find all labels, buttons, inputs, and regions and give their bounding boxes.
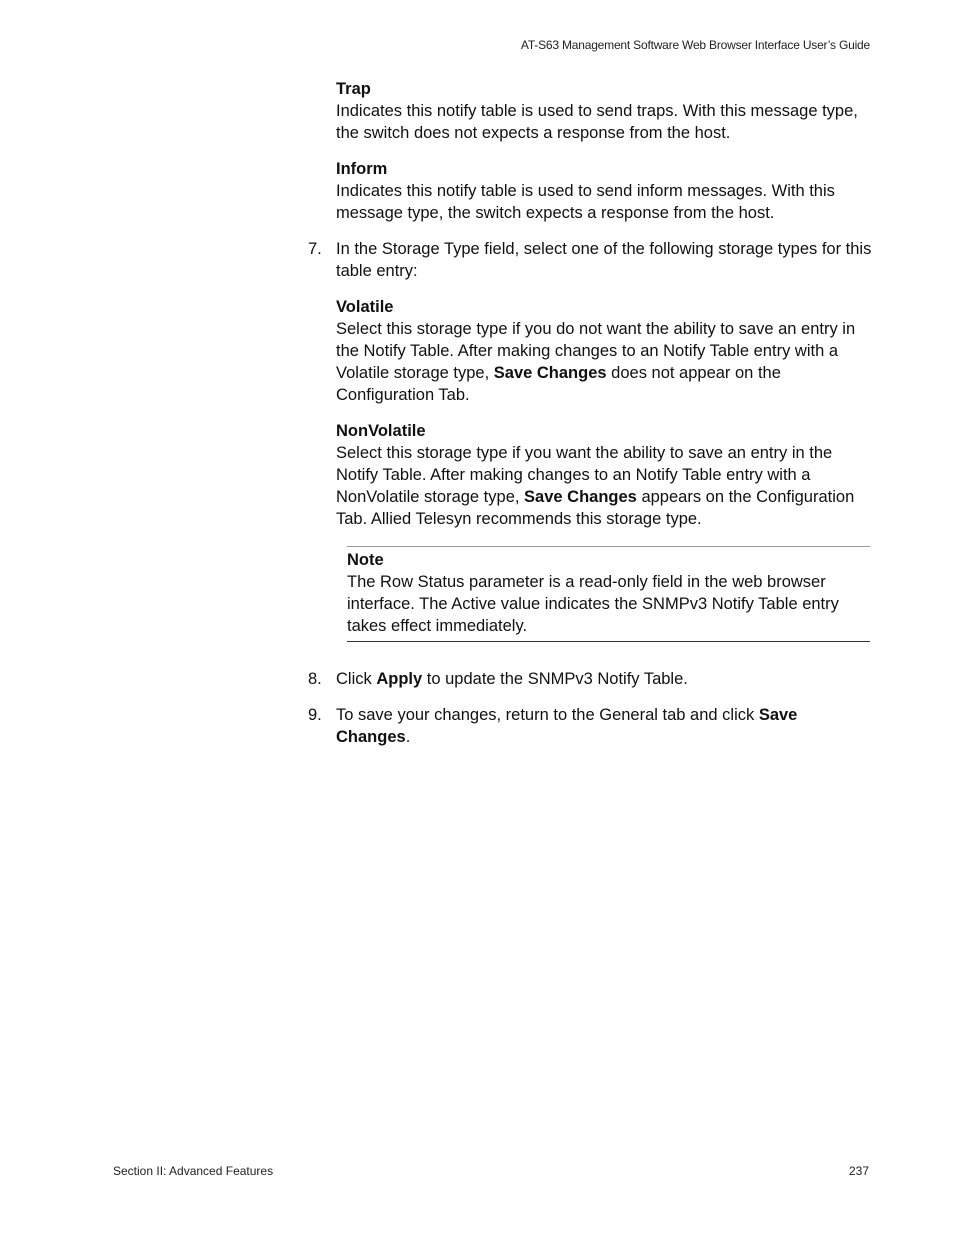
step-number: 7. (308, 240, 322, 258)
step-text (336, 704, 876, 748)
desc-bold: Save Changes (524, 488, 637, 506)
desc-bold: Save Changes (493, 364, 607, 382)
desc-nonvolatile (336, 442, 876, 530)
term-trap: Trap (336, 80, 371, 98)
page-number: 237 (848, 1164, 869, 1178)
step-number: 9. (308, 706, 322, 724)
step-text (336, 668, 876, 690)
footer-section: Section II: Advanced Features (113, 1164, 274, 1178)
step-text-part: To save your changes, return to the General tab and click (336, 706, 759, 724)
desc-text: does not appear on the Configuration Tab. (336, 364, 781, 404)
term-inform: Inform (336, 160, 388, 178)
step-8 (308, 668, 876, 690)
desc-trap: Indicates this notify table is used to send traps. With this message type, the switch does not expects a response from the host. (336, 102, 858, 142)
step-text-part: . (405, 728, 411, 746)
desc-inform: Indicates this notify table is used to send inform messages. With this message type, the switch expects a response from the host. (336, 182, 835, 222)
note-box (347, 546, 870, 642)
step-9 (308, 704, 876, 748)
desc-text: Select this storage type if you want the ability to save an entry in the Notify Table. After making changes to an Notify Table entry with a NonVolatile storage type, (336, 444, 833, 506)
step-number: 8. (308, 670, 322, 688)
step-text-part: Click (336, 670, 377, 688)
step-bold: Save Changes (336, 706, 798, 746)
desc-text: appears on the Configuration Tab. Allied Telesyn recommends this storage type. (336, 488, 855, 528)
term-nonvolatile: NonVolatile (336, 422, 426, 440)
note-title: Note (347, 551, 384, 569)
page-content (308, 78, 876, 762)
desc-volatile (336, 318, 876, 406)
step-text: In the Storage Type field, select one of the following storage types for this table entry: (336, 240, 872, 280)
step-7 (308, 238, 876, 282)
step-text-part: to update the SNMPv3 Notify Table. (422, 670, 688, 688)
note-body: The Row Status parameter is a read-only field in the web browser interface. The Active value indicates the SNMPv3 Notify Table entry takes effect immediately. (347, 573, 839, 635)
step-bold: Apply (376, 670, 423, 688)
desc-text: Select this storage type if you do not want the ability to save an entry in the Notify Table. After making changes to an Notify Table entry with a Volatile storage type, (336, 320, 856, 382)
running-header: AT-S63 Management Software Web Browser Interface User’s Guide (520, 38, 870, 52)
term-volatile: Volatile (336, 298, 394, 316)
